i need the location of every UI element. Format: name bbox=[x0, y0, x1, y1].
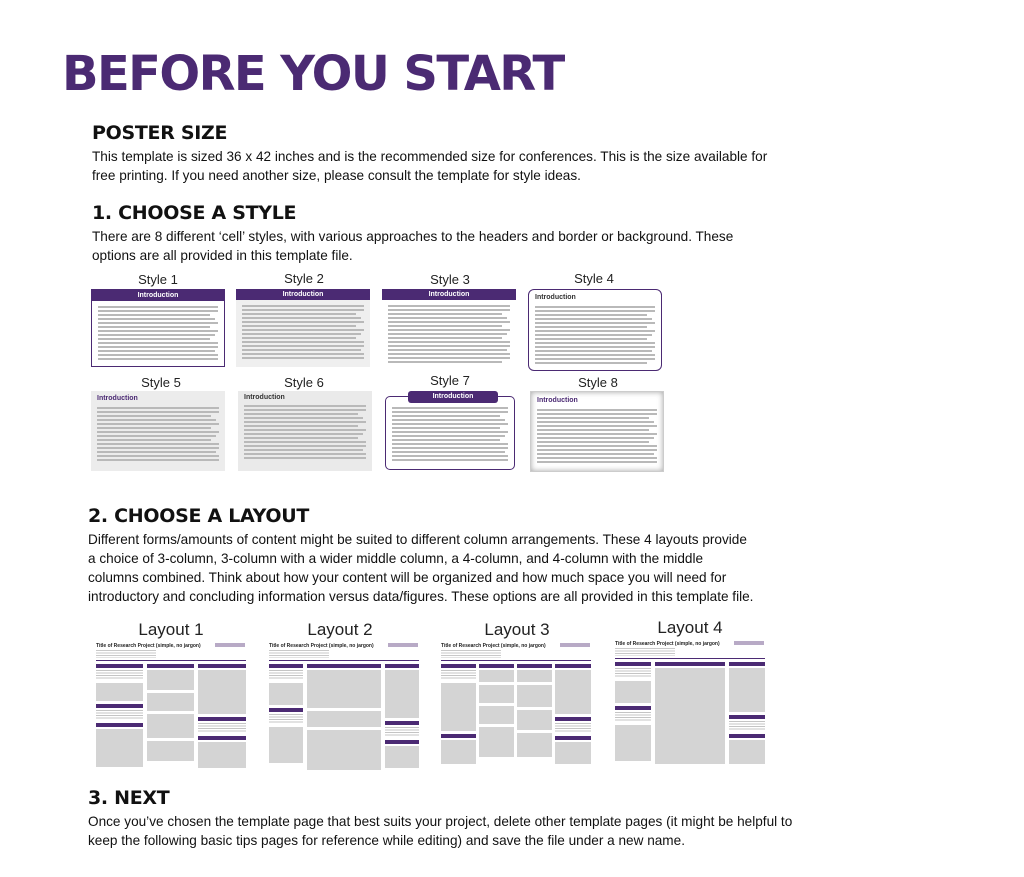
choose-style-text-1: There are 8 different ‘cell’ styles, with various approaches to the headers and border or background. These bbox=[92, 229, 734, 244]
style-7-preview bbox=[385, 393, 515, 470]
style-label-5: Style 5 bbox=[141, 375, 181, 390]
card-header: Introduction bbox=[97, 395, 138, 402]
card-header: Introduction bbox=[92, 290, 224, 301]
next-text-1: Once you’ve chosen the template page that best suits your project, delete other template pages (it might be helpful to bbox=[88, 814, 793, 829]
layout-label-3: Layout 3 bbox=[484, 620, 550, 639]
style-2-preview bbox=[236, 289, 370, 367]
choose-layout-heading: 2. CHOOSE A LAYOUT bbox=[88, 505, 310, 527]
choose-layout-text-1: Different forms/amounts of content might be suited to different column arrangements. These 4 layouts provide bbox=[88, 532, 747, 547]
choose-layout-text-2: a choice of 3-column, 3-column with a wider middle column, a 4-column, and 4-column with the middle bbox=[88, 551, 704, 566]
style-1-preview bbox=[91, 289, 225, 367]
card-header: Introduction bbox=[244, 394, 285, 401]
layout-3-preview bbox=[438, 641, 594, 767]
style-label-7: Style 7 bbox=[430, 373, 470, 388]
choose-layout-text-3: columns combined. Think about how your content will be organized and how much space you will need for bbox=[88, 570, 727, 585]
style-6-preview bbox=[238, 391, 372, 471]
style-label-1: Style 1 bbox=[138, 272, 178, 287]
poster-size-text-2: free printing. If you need another size, please consult the template for style ideas. bbox=[92, 168, 581, 183]
card-header: Introduction bbox=[236, 289, 370, 300]
next-heading: 3. NEXT bbox=[88, 787, 170, 809]
style-label-2: Style 2 bbox=[284, 271, 324, 286]
layout-1-preview bbox=[93, 641, 249, 767]
style-label-8: Style 8 bbox=[578, 375, 618, 390]
style-label-4: Style 4 bbox=[574, 271, 614, 286]
style-5-preview bbox=[91, 391, 225, 471]
layout-2-preview bbox=[266, 641, 422, 767]
style-3-preview bbox=[382, 289, 516, 371]
thumb-title: Title of Research Project (simple, no jargon) bbox=[615, 641, 720, 647]
card-header: Introduction bbox=[408, 391, 498, 403]
next-text-2: keep the following basic tips pages for reference while editing) and save the file under a new name. bbox=[88, 833, 685, 848]
layout-label-2: Layout 2 bbox=[307, 620, 373, 639]
style-label-3: Style 3 bbox=[430, 272, 470, 287]
card-header: Introduction bbox=[537, 397, 578, 404]
choose-layout-text-4: introductory and concluding information versus data/figures. These options are all provided in this template file. bbox=[88, 589, 754, 604]
thumb-title: Title of Research Project (simple, no jargon) bbox=[269, 643, 374, 649]
poster-size-heading: POSTER SIZE bbox=[92, 122, 228, 144]
layout-label-1: Layout 1 bbox=[138, 620, 204, 639]
style-4-preview bbox=[528, 289, 662, 371]
card-header: Introduction bbox=[382, 289, 516, 300]
poster-size-text-1: This template is sized 36 x 42 inches and is the recommended size for conferences. This is the size available for bbox=[92, 149, 768, 164]
choose-style-text-2: options are all provided in this template file. bbox=[92, 248, 353, 263]
card-header: Introduction bbox=[535, 294, 576, 301]
layout-label-4: Layout 4 bbox=[657, 618, 723, 637]
thumb-title: Title of Research Project (simple, no jargon) bbox=[96, 643, 201, 649]
style-8-preview bbox=[530, 391, 664, 472]
choose-style-heading: 1. CHOOSE A STYLE bbox=[92, 202, 297, 224]
page-title: BEFORE YOU START bbox=[62, 46, 564, 102]
style-label-6: Style 6 bbox=[284, 375, 324, 390]
layout-4-preview bbox=[612, 639, 768, 765]
thumb-title: Title of Research Project (simple, no jargon) bbox=[441, 643, 546, 649]
